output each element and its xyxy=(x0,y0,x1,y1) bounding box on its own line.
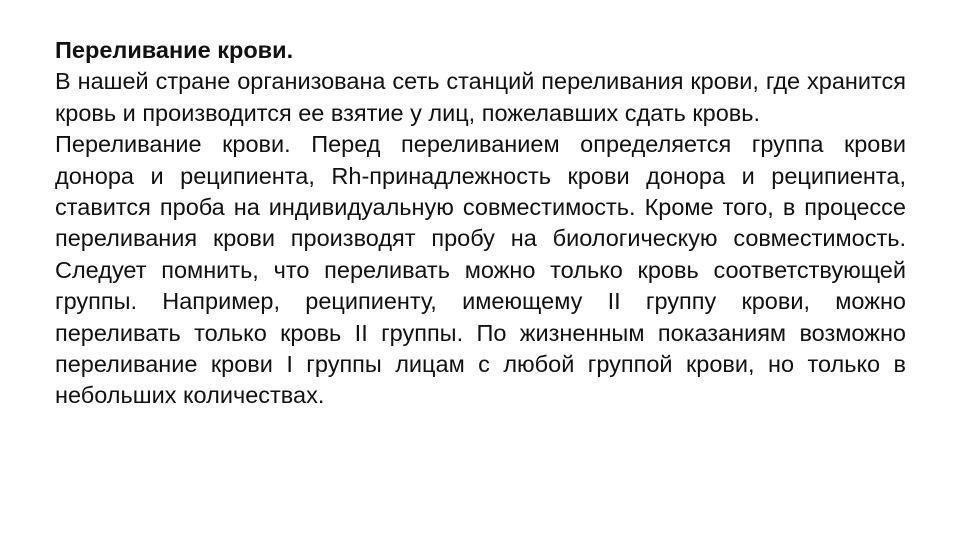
paragraph-stations: В нашей стране организована сеть станций переливания крови, где хранится кровь и производится ее взятие у лиц, пожелавших сдать кровь. xyxy=(55,68,906,126)
paragraph-transfusion: Переливание крови. Перед переливанием определяется группа крови донора и реципиента, Rh-принадлежность крови донора и реципиента, ставится проба на индивидуальную совместимость. Кроме того, в процессе переливания крови производят пробу на биологическую совместимость. Следует помнить, что переливать можно только кровь соответствующей группы. Например, реципиенту, имеющему II группу крови, можно переливать только кровь II группы. По жизненным показаниям возможно переливание крови I группы лицам с любой группой крови, но только в небольших количествах. xyxy=(55,131,906,409)
slide-text-block xyxy=(55,35,906,412)
slide-title: Переливание крови. xyxy=(55,37,294,63)
